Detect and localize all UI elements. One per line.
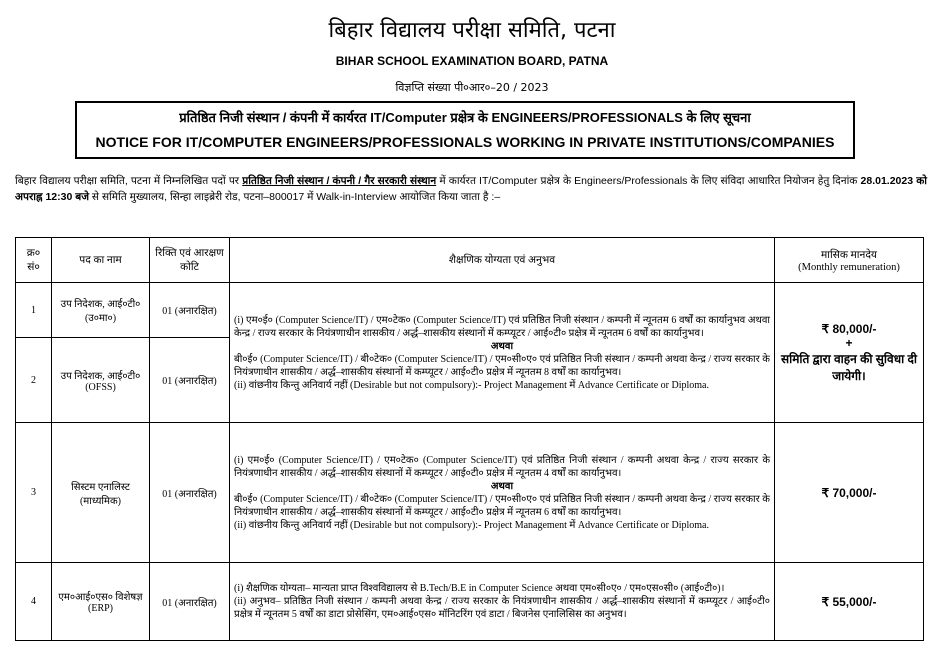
row-qualification bbox=[230, 283, 775, 423]
notice-reference-number: विज्ञप्ति संख्या पी०आर०–20 / 2023 bbox=[395, 81, 549, 94]
notice-heading-hindi: प्रतिष्ठित निजी संस्थान / कंपनी में कार्यरत IT/Computer प्रक्षेत्र के ENGINEERS/PROFESSIONALS के लिए सूचना bbox=[179, 110, 751, 125]
intro-paragraph bbox=[15, 173, 927, 205]
row-vacancy: 01 (अनारक्षित) bbox=[150, 563, 230, 641]
qualification-item: (i) एम०ई० (Computer Science/IT) / एम०टेक० (Computer Science/IT) एवं प्रतिष्ठित निजी संस्थान / कम्पनी में न्यूनतम 6 वर्षों का कार्यानुभव अथवा केन्द्र / राज्य सरकार के नियंत्रणाधीन शासकीय / अर्द्ध–शासकीय संस्थानों में कम्प्यूटर / आई०टी० प्रक्षेत्र में न्यूनतम 6 वर्षों का कार्यानुभव। bbox=[234, 314, 770, 339]
header-sno: क्र० सं० bbox=[16, 238, 52, 283]
table-row bbox=[16, 563, 924, 641]
qualification-or: अथवा bbox=[490, 340, 514, 352]
intro-text-4: से समिति मुख्यालय, सिन्हा लाइब्रेरी रोड, पटना–800017 में Walk-in-Interview आयोजित किया जाता है :– bbox=[89, 191, 501, 203]
header-pay bbox=[775, 238, 924, 283]
header-pay-english: (Monthly remuneration) bbox=[798, 261, 900, 273]
qualification-item: बी०ई० (Computer Science/IT) / बी०टेक० (Computer Science/IT) / एम०सी०ए० एवं प्रतिष्ठित निजी संस्थान / कम्पनी अथवा केन्द्र / राज्य सरकार के नियंत्रणाधीन शासकीय / अर्द्ध–शासकीय संस्थानों में कम्प्यूटर / आई०टी० प्रक्षेत्र में न्यूनतम 8 वर्षों का कार्यानुभव। bbox=[234, 353, 770, 378]
row-vacancy: 01 (अनारक्षित) bbox=[150, 283, 230, 338]
row-vacancy: 01 (अनारक्षित) bbox=[150, 338, 230, 423]
qualification-or: अथवा bbox=[490, 480, 514, 492]
row-pay: ₹ 70,000/- bbox=[775, 423, 924, 563]
header-post: पद का नाम bbox=[52, 238, 150, 283]
qualification-item: बी०ई० (Computer Science/IT) / बी०टेक० (Computer Science/IT) / एम०सी०ए० एवं प्रतिष्ठित निजी संस्थान / कम्पनी अथवा केन्द्र / राज्य सरकार के नियंत्रणाधीन शासकीय / अर्द्ध–शासकीय संस्थानों में कम्प्यूटर / आई०टी० प्रक्षेत्र में न्यूनतम 6 वर्षों का कार्यानुभव। bbox=[234, 493, 770, 518]
notice-heading-english: NOTICE FOR IT/COMPUTER ENGINEERS/PROFESSIONALS WORKING IN PRIVATE INSTITUTIONS/COMPANIES bbox=[95, 134, 835, 150]
row-qualification bbox=[230, 563, 775, 641]
row-pay bbox=[775, 283, 924, 423]
table-row bbox=[16, 283, 924, 338]
table-header-row bbox=[16, 238, 924, 283]
row-sno: 1 bbox=[16, 283, 52, 338]
page-title-english: BIHAR SCHOOL EXAMINATION BOARD, PATNA bbox=[335, 54, 609, 68]
qualification-item: (ii) वांछनीय किन्तु अनिवार्य नहीं (Desirable but not compulsory):- Project Management में Advance Certificate or Diploma. bbox=[234, 519, 709, 531]
intro-text-2: प्रतिष्ठित निजी संस्थान / कंपनी / गैर सरकारी संस्थान bbox=[242, 175, 437, 187]
row-vacancy: 01 (अनारक्षित) bbox=[150, 423, 230, 563]
notice-box bbox=[75, 101, 855, 159]
qualification-item: (ii) वांछनीय किन्तु अनिवार्य नहीं (Desirable but not compulsory):- Project Management में Advance Certificate or Diploma. bbox=[234, 379, 709, 391]
pay-amount: ₹ 80,000/- bbox=[821, 321, 877, 336]
qualification-item: (i) एम०ई० (Computer Science/IT) / एम०टेक० (Computer Science/IT) एवं प्रतिष्ठित निजी संस्थान / कम्पनी अथवा केन्द्र / राज्य सरकार के नियंत्रणाधीन शासकीय / अर्द्ध–शासकीय संस्थानों में कम्प्यूटर / आई०टी० प्रक्षेत्र में न्यूनतम 4 वर्षों का कार्यानुभव। bbox=[234, 454, 770, 479]
intro-date: 28.01.2023 bbox=[860, 175, 914, 187]
row-post: सिस्टम एनालिस्ट (माध्यमिक) bbox=[52, 423, 150, 563]
qualification-item: (ii) अनुभव– प्रतिष्ठित निजी संस्थान / कम्पनी अथवा केन्द्र / राज्य सरकार के नियंत्रणाधीन शासकीय / अर्द्ध–शासकीय संस्थानों में कम्प्यूटर / आई०टी० प्रक्षेत्र में न्यूनतम 5 वर्षों का डाटा प्रोसेसिंग, एम०आई०एस० मॉनिटरिंग एवं डाटा / बिजनेस एनालिसिस का अनुभव। bbox=[234, 596, 770, 620]
row-post: एम०आई०एस० विशेषज्ञ (ERP) bbox=[52, 563, 150, 641]
intro-time: को अपराह्न 12:30 बजे bbox=[15, 175, 927, 203]
row-sno: 3 bbox=[16, 423, 52, 563]
page-title-hindi: बिहार विद्यालय परीक्षा समिति, पटना bbox=[328, 18, 616, 43]
row-qualification bbox=[230, 423, 775, 563]
row-sno: 2 bbox=[16, 338, 52, 423]
qualification-item: (i) शैक्षणिक योग्यता– मान्यता प्राप्त विश्वविद्यालय से B.Tech/B.E in Computer Science अथवा एम०सी०ए० / एम०एस०सी० (आई०टी०)। bbox=[234, 583, 725, 594]
header-vacancy: रिक्ति एवं आरक्षण कोटि bbox=[150, 238, 230, 283]
table-row bbox=[16, 423, 924, 563]
row-post: उप निदेशक, आई०टी० (OFSS) bbox=[52, 338, 150, 423]
row-sno: 4 bbox=[16, 563, 52, 641]
header-pay-hindi: मासिक मानदेय bbox=[821, 249, 877, 261]
row-pay: ₹ 55,000/- bbox=[775, 563, 924, 641]
pay-note: समिति द्वारा वाहन की सुविधा दी जायेगी। bbox=[780, 351, 918, 383]
intro-text-1: बिहार विद्यालय परीक्षा समिति, पटना में निम्नलिखित पदों पर bbox=[15, 175, 243, 187]
header-qualification: शैक्षणिक योग्यता एवं अनुभव bbox=[230, 238, 775, 283]
row-post: उप निदेशक, आई०टी० (उ०मा०) bbox=[52, 283, 150, 338]
pay-plus: + bbox=[845, 335, 853, 350]
intro-text-3: में कार्यरत IT/Computer प्रक्षेत्र के Engineers/Professionals के लिए संविदा आधारित नियोजन हेतु दिनांक bbox=[436, 175, 861, 187]
vacancy-table bbox=[15, 237, 924, 641]
